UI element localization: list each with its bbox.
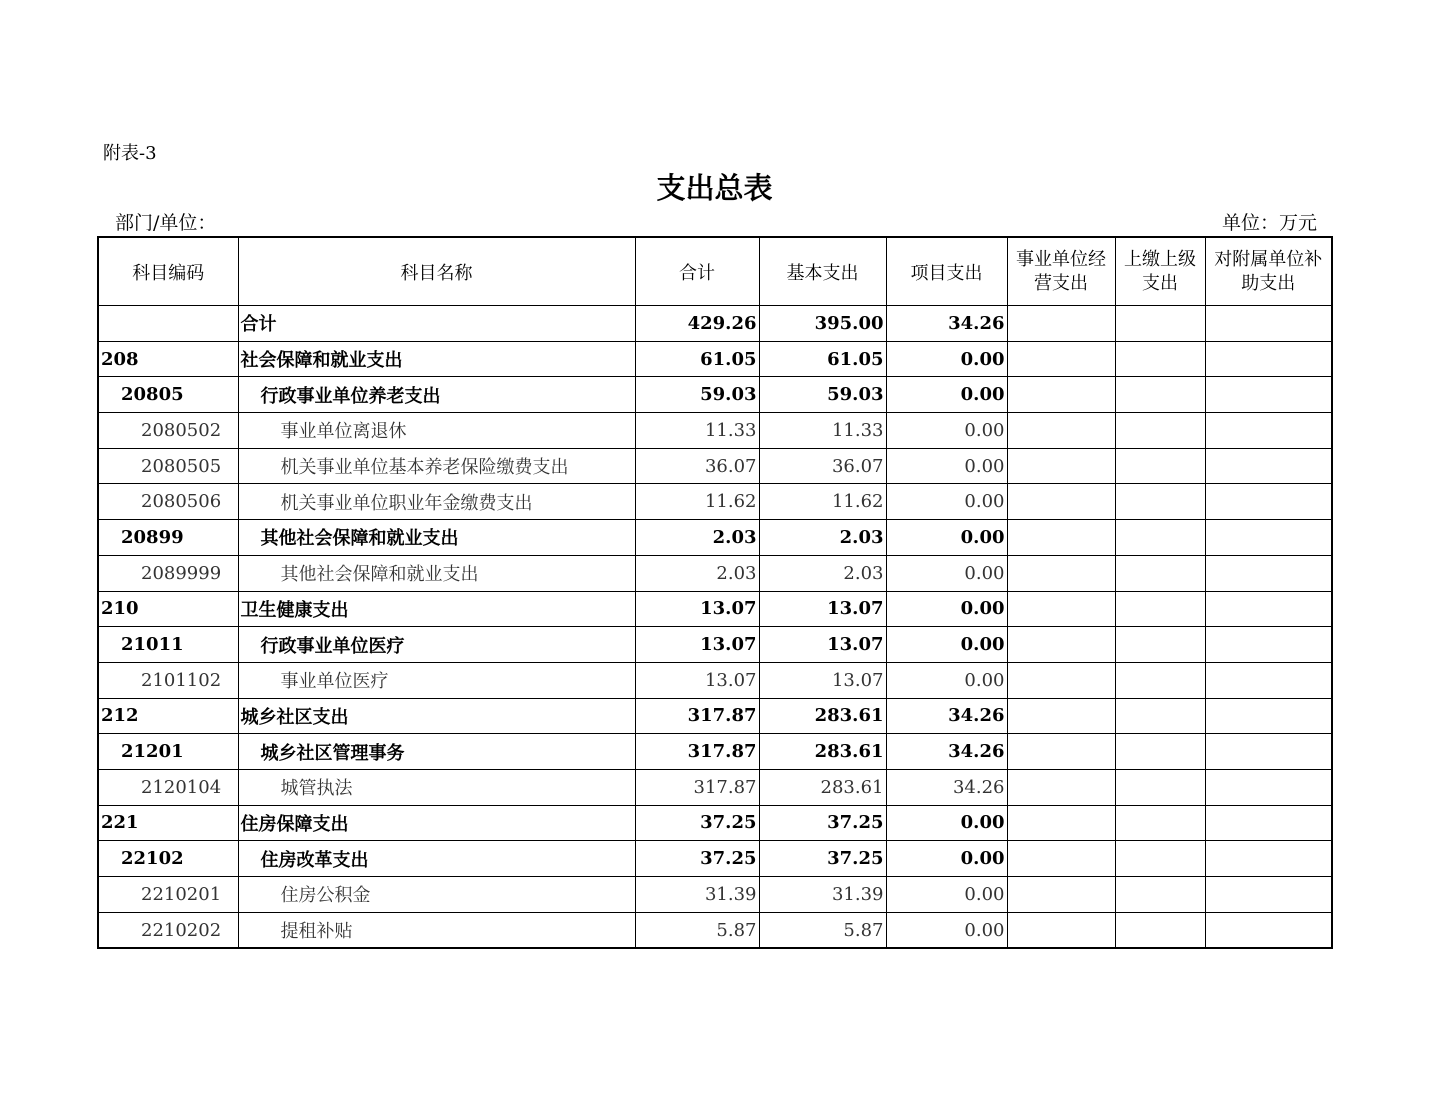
- project-cell-text: 0.00: [964, 919, 1005, 941]
- remit-cell: [1115, 377, 1205, 413]
- subsidy-cell: [1205, 377, 1332, 413]
- basic-cell-text: 36.07: [831, 455, 884, 477]
- basic-cell-text: 283.61: [820, 776, 884, 798]
- code-cell-text: 2080502: [141, 419, 222, 441]
- total-cell: [635, 341, 759, 377]
- table-row: [98, 413, 1332, 449]
- subsidy-cell: [1205, 341, 1332, 377]
- project-cell-text: 0.00: [964, 669, 1005, 691]
- table-row: [98, 841, 1332, 877]
- name-cell-text: 行政事业单位养老支出: [260, 385, 441, 407]
- project-cell-text: 34.26: [952, 776, 1005, 798]
- operating-cell: [1007, 591, 1115, 627]
- remit-cell: [1115, 662, 1205, 698]
- name-cell: [238, 877, 635, 913]
- name-cell: [238, 520, 635, 556]
- code-cell: [98, 448, 238, 484]
- basic-cell: [759, 377, 886, 413]
- name-cell-text: 卫生健康支出: [240, 599, 349, 621]
- subsidy-cell: [1205, 448, 1332, 484]
- basic-cell-text: 37.25: [827, 812, 884, 834]
- project-cell: [886, 662, 1007, 698]
- name-cell-text: 行政事业单位医疗: [260, 635, 405, 657]
- basic-cell-text: 2.03: [843, 562, 884, 584]
- name-cell: [238, 841, 635, 877]
- col-header-operating: 事业单位经营支出: [1007, 237, 1115, 306]
- table-row: [98, 341, 1332, 377]
- code-cell-text: 2089999: [141, 562, 222, 584]
- total-cell-text: 5.87: [716, 919, 757, 941]
- code-cell: [98, 877, 238, 913]
- project-cell-text: 0.00: [964, 419, 1005, 441]
- operating-cell: [1007, 769, 1115, 805]
- table-row: [98, 662, 1332, 698]
- total-cell: [635, 662, 759, 698]
- table-row: [98, 627, 1332, 663]
- name-cell: [238, 805, 635, 841]
- code-cell: [98, 341, 238, 377]
- basic-cell: [759, 520, 886, 556]
- attachment-label: 附表-3: [103, 143, 157, 164]
- name-cell: [238, 698, 635, 734]
- project-cell-text: 0.00: [964, 491, 1005, 513]
- name-cell-text: 事业单位离退休: [280, 421, 407, 443]
- project-cell: [886, 591, 1007, 627]
- name-cell: [238, 662, 635, 698]
- name-cell-text: 其他社会保障和就业支出: [280, 564, 479, 586]
- basic-cell: [759, 591, 886, 627]
- basic-cell-text: 395.00: [814, 312, 884, 334]
- basic-cell: [759, 805, 886, 841]
- subsidy-cell: [1205, 841, 1332, 877]
- total-cell-text: 61.05: [700, 348, 757, 370]
- total-cell: [635, 484, 759, 520]
- code-cell: [98, 662, 238, 698]
- operating-cell: [1007, 734, 1115, 770]
- total-cell: [635, 912, 759, 948]
- project-cell-text: 0.00: [964, 562, 1005, 584]
- name-cell-text: 事业单位医疗: [280, 671, 389, 693]
- basic-cell-text: 283.61: [814, 705, 884, 727]
- total-cell: [635, 734, 759, 770]
- code-cell: [98, 591, 238, 627]
- basic-cell-text: 13.07: [827, 634, 884, 656]
- operating-cell: [1007, 841, 1115, 877]
- subsidy-cell: [1205, 555, 1332, 591]
- basic-cell-text: 283.61: [814, 741, 884, 763]
- code-cell-text: 21011: [121, 634, 184, 656]
- name-cell-text: 城管执法: [280, 778, 353, 800]
- code-cell: [98, 841, 238, 877]
- remit-cell: [1115, 520, 1205, 556]
- total-cell: [635, 520, 759, 556]
- code-cell: [98, 912, 238, 948]
- project-cell: [886, 448, 1007, 484]
- operating-cell: [1007, 306, 1115, 342]
- unit-label: 单位：万元: [1221, 212, 1317, 234]
- project-cell-text: 0.00: [960, 526, 1005, 548]
- basic-cell-text: 13.07: [831, 669, 884, 691]
- remit-cell: [1115, 448, 1205, 484]
- code-cell-text: 2101102: [141, 669, 222, 691]
- total-cell-text: 31.39: [704, 883, 757, 905]
- project-cell-text: 0.00: [960, 384, 1005, 406]
- table-row: [98, 520, 1332, 556]
- basic-cell: [759, 877, 886, 913]
- remit-cell: [1115, 912, 1205, 948]
- total-cell-text: 2.03: [716, 562, 757, 584]
- name-cell: [238, 734, 635, 770]
- subsidy-cell: [1205, 877, 1332, 913]
- basic-cell: [759, 448, 886, 484]
- project-cell-text: 34.26: [948, 705, 1005, 727]
- basic-cell-text: 11.33: [831, 419, 884, 441]
- basic-cell-text: 61.05: [827, 348, 884, 370]
- code-cell-text: 2210201: [141, 883, 222, 905]
- code-cell-text: 21201: [121, 741, 184, 763]
- project-cell: [886, 877, 1007, 913]
- name-cell: [238, 591, 635, 627]
- total-cell-text: 37.25: [700, 812, 757, 834]
- code-cell: [98, 484, 238, 520]
- name-cell: [238, 377, 635, 413]
- name-cell-text: 机关事业单位职业年金缴费支出: [280, 492, 533, 514]
- code-cell: [98, 805, 238, 841]
- project-cell-text: 34.26: [948, 741, 1005, 763]
- total-cell-text: 11.62: [704, 491, 757, 513]
- code-cell-text: 221: [101, 812, 139, 834]
- subsidy-cell: [1205, 662, 1332, 698]
- table-row: [98, 805, 1332, 841]
- basic-cell-text: 59.03: [827, 384, 884, 406]
- col-header-total: 合计: [635, 237, 759, 306]
- code-cell-text: 2080505: [141, 455, 222, 477]
- subsidy-cell: [1205, 627, 1332, 663]
- code-cell: [98, 377, 238, 413]
- basic-cell-text: 37.25: [827, 848, 884, 870]
- table-row: [98, 591, 1332, 627]
- subsidy-cell: [1205, 805, 1332, 841]
- project-cell-text: 0.00: [960, 598, 1005, 620]
- operating-cell: [1007, 448, 1115, 484]
- total-cell-text: 317.87: [687, 741, 757, 763]
- operating-cell: [1007, 520, 1115, 556]
- total-cell-text: 36.07: [704, 455, 757, 477]
- table-row: [98, 306, 1332, 342]
- subsidy-cell: [1205, 591, 1332, 627]
- remit-cell: [1115, 306, 1205, 342]
- project-cell: [886, 377, 1007, 413]
- operating-cell: [1007, 484, 1115, 520]
- table-row: [98, 448, 1332, 484]
- subsidy-cell: [1205, 413, 1332, 449]
- operating-cell: [1007, 627, 1115, 663]
- name-cell-text: 城乡社区支出: [240, 706, 349, 728]
- table-row: [98, 484, 1332, 520]
- basic-cell: [759, 627, 886, 663]
- project-cell-text: 0.00: [960, 634, 1005, 656]
- basic-cell: [759, 306, 886, 342]
- total-cell: [635, 413, 759, 449]
- table-row: [98, 877, 1332, 913]
- table-row: [98, 555, 1332, 591]
- remit-cell: [1115, 341, 1205, 377]
- total-cell-text: 429.26: [687, 312, 757, 334]
- name-cell-text: 其他社会保障和就业支出: [260, 528, 459, 550]
- basic-cell-text: 11.62: [831, 491, 884, 513]
- total-cell-text: 2.03: [712, 526, 757, 548]
- name-cell: [238, 413, 635, 449]
- code-cell-text: 208: [101, 348, 139, 370]
- total-cell-text: 13.07: [700, 634, 757, 656]
- code-cell: [98, 769, 238, 805]
- total-cell-text: 317.87: [687, 705, 757, 727]
- project-cell: [886, 520, 1007, 556]
- total-cell: [635, 377, 759, 413]
- name-cell: [238, 555, 635, 591]
- table-row: [98, 912, 1332, 948]
- subsidy-cell: [1205, 912, 1332, 948]
- remit-cell: [1115, 698, 1205, 734]
- total-cell-text: 13.07: [704, 669, 757, 691]
- code-cell-text: 20805: [121, 384, 184, 406]
- operating-cell: [1007, 413, 1115, 449]
- project-cell-text: 0.00: [960, 812, 1005, 834]
- project-cell: [886, 413, 1007, 449]
- total-cell-text: 13.07: [700, 598, 757, 620]
- subsidy-cell: [1205, 520, 1332, 556]
- basic-cell-text: 31.39: [831, 883, 884, 905]
- project-cell: [886, 841, 1007, 877]
- col-header-remit: 上缴上级支出: [1115, 237, 1205, 306]
- code-cell: [98, 413, 238, 449]
- name-cell: [238, 341, 635, 377]
- remit-cell: [1115, 555, 1205, 591]
- subsidy-cell: [1205, 698, 1332, 734]
- name-cell-text: 城乡社区管理事务: [260, 742, 405, 764]
- project-cell: [886, 805, 1007, 841]
- col-header-project: 项目支出: [886, 237, 1007, 306]
- total-cell: [635, 877, 759, 913]
- code-cell: [98, 627, 238, 663]
- subsidy-cell: [1205, 306, 1332, 342]
- code-cell-text: 2210202: [141, 919, 222, 941]
- name-cell-text: 社会保障和就业支出: [240, 350, 403, 372]
- total-cell: [635, 627, 759, 663]
- project-cell: [886, 306, 1007, 342]
- operating-cell: [1007, 662, 1115, 698]
- total-cell-text: 317.87: [693, 776, 757, 798]
- operating-cell: [1007, 555, 1115, 591]
- name-cell-text: 提租补贴: [280, 921, 353, 943]
- header-row: [98, 237, 1332, 306]
- basic-cell: [759, 413, 886, 449]
- table-row: [98, 698, 1332, 734]
- project-cell: [886, 627, 1007, 663]
- total-cell-text: 59.03: [700, 384, 757, 406]
- basic-cell: [759, 912, 886, 948]
- basic-cell: [759, 734, 886, 770]
- code-cell-text: 210: [101, 598, 139, 620]
- name-cell-text: 机关事业单位基本养老保险缴费支出: [280, 457, 569, 479]
- total-cell: [635, 306, 759, 342]
- code-cell: [98, 734, 238, 770]
- total-cell: [635, 841, 759, 877]
- remit-cell: [1115, 877, 1205, 913]
- total-cell: [635, 805, 759, 841]
- basic-cell: [759, 484, 886, 520]
- remit-cell: [1115, 484, 1205, 520]
- table-row: [98, 769, 1332, 805]
- page-title: 支出总表: [656, 171, 773, 205]
- basic-cell: [759, 555, 886, 591]
- department-label: 部门/单位：: [115, 212, 217, 234]
- operating-cell: [1007, 877, 1115, 913]
- name-cell: [238, 912, 635, 948]
- code-cell-text: 212: [101, 705, 139, 727]
- operating-cell: [1007, 805, 1115, 841]
- col-header-code: 科目编码: [98, 237, 238, 306]
- remit-cell: [1115, 769, 1205, 805]
- operating-cell: [1007, 377, 1115, 413]
- total-cell-text: 11.33: [704, 419, 757, 441]
- project-cell-text: 0.00: [964, 455, 1005, 477]
- name-cell-text: 住房公积金: [280, 885, 371, 907]
- subsidy-cell: [1205, 734, 1332, 770]
- project-cell-text: 0.00: [964, 883, 1005, 905]
- subsidy-cell: [1205, 484, 1332, 520]
- remit-cell: [1115, 591, 1205, 627]
- project-cell: [886, 341, 1007, 377]
- basic-cell: [759, 841, 886, 877]
- remit-cell: [1115, 627, 1205, 663]
- operating-cell: [1007, 341, 1115, 377]
- code-cell: [98, 698, 238, 734]
- total-cell: [635, 555, 759, 591]
- project-cell: [886, 734, 1007, 770]
- name-cell-text: 住房保障支出: [240, 813, 349, 835]
- operating-cell: [1007, 698, 1115, 734]
- total-cell-text: 37.25: [700, 848, 757, 870]
- project-cell: [886, 484, 1007, 520]
- subsidy-cell: [1205, 769, 1332, 805]
- basic-cell: [759, 698, 886, 734]
- project-cell-text: 34.26: [948, 312, 1005, 334]
- name-cell: [238, 484, 635, 520]
- basic-cell-text: 5.87: [843, 919, 884, 941]
- col-header-subsidy: 对附属单位补助支出: [1205, 237, 1332, 306]
- basic-cell: [759, 662, 886, 698]
- project-cell: [886, 698, 1007, 734]
- project-cell: [886, 555, 1007, 591]
- name-cell: [238, 627, 635, 663]
- total-cell: [635, 448, 759, 484]
- code-cell-text: 20899: [121, 526, 184, 548]
- basic-cell: [759, 341, 886, 377]
- name-cell-text: 住房改革支出: [260, 849, 369, 871]
- name-cell: [238, 306, 635, 342]
- code-cell: [98, 306, 238, 342]
- operating-cell: [1007, 912, 1115, 948]
- basic-cell-text: 2.03: [839, 526, 884, 548]
- project-cell-text: 0.00: [960, 848, 1005, 870]
- col-header-name: 科目名称: [238, 237, 635, 306]
- project-cell: [886, 769, 1007, 805]
- code-cell-text: 22102: [121, 848, 184, 870]
- code-cell-text: 2080506: [141, 491, 222, 513]
- name-cell: [238, 448, 635, 484]
- remit-cell: [1115, 413, 1205, 449]
- name-cell: [238, 769, 635, 805]
- total-cell: [635, 769, 759, 805]
- basic-cell: [759, 769, 886, 805]
- code-cell: [98, 520, 238, 556]
- expenditure-table: [97, 236, 1333, 949]
- name-cell-text: 合计: [240, 314, 277, 336]
- col-header-basic: 基本支出: [759, 237, 886, 306]
- code-cell: [98, 555, 238, 591]
- table-row: [98, 734, 1332, 770]
- code-cell-text: 2120104: [141, 776, 222, 798]
- project-cell: [886, 912, 1007, 948]
- total-cell: [635, 591, 759, 627]
- remit-cell: [1115, 734, 1205, 770]
- total-cell: [635, 698, 759, 734]
- remit-cell: [1115, 805, 1205, 841]
- project-cell-text: 0.00: [960, 348, 1005, 370]
- table-row: [98, 377, 1332, 413]
- remit-cell: [1115, 841, 1205, 877]
- basic-cell-text: 13.07: [827, 598, 884, 620]
